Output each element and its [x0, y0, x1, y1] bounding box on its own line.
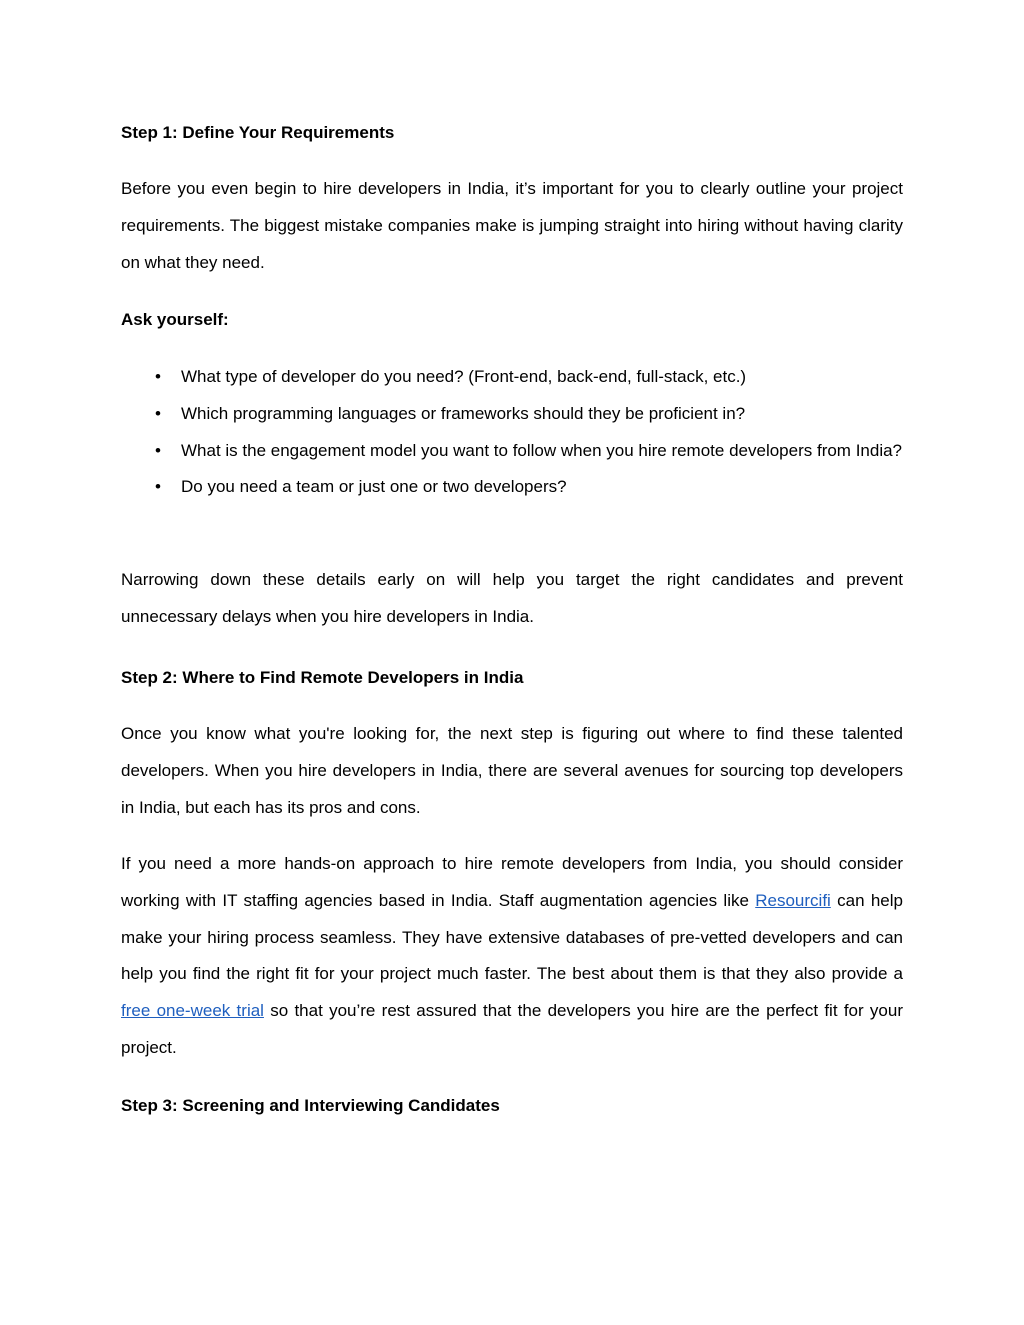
list-item: [121, 396, 903, 433]
free-trial-link[interactable]: free one-week trial: [121, 1001, 264, 1021]
step3-heading: Step 3: Screening and Interviewing Candidates: [121, 1096, 500, 1115]
list-item-text: What type of developer do you need? (Front-end, back-end, full-stack, etc.): [181, 367, 747, 386]
list-item: [121, 433, 903, 470]
step2-heading: Step 2: Where to Find Remote Developers in India: [121, 668, 524, 687]
step2-agencies-paragraph: [121, 846, 903, 1067]
list-item: [121, 359, 903, 396]
bullet-icon: •: [155, 477, 161, 497]
list-item-text: Do you need a team or just one or two developers?: [181, 477, 567, 497]
step1-intro-paragraph: Before you even begin to hire developers in India, it’s important for you to clearly outline your project requirements. The biggest mistake companies make is jumping straight into hiring without having clarity on what they need.: [121, 179, 903, 272]
paragraph-text: so that you’re rest assured that the developers you hire are the perfect fit for your project.: [121, 1001, 904, 1057]
paragraph-text: If you need a more hands-on approach to hire remote developers from India, you should consider working with IT staffing agencies based in India. Staff augmentation agencies like: [121, 854, 903, 910]
bullet-icon: •: [155, 367, 161, 386]
ask-yourself-heading: Ask yourself:: [121, 310, 229, 329]
requirements-question-list: [121, 359, 903, 506]
bullet-icon: •: [155, 440, 161, 460]
step1-heading: Step 1: Define Your Requirements: [121, 123, 395, 142]
list-item-text: What is the engagement model you want to follow when you hire remote developers from India?: [181, 440, 903, 460]
bullet-icon: •: [155, 403, 161, 423]
paragraph-text: can help make your hiring process seamless. They have extensive databases of pre-vetted developers and can help you find the right fit for your project much faster. The best about them is that they also provide a: [121, 890, 903, 984]
step2-sourcing-paragraph: Once you know what you're looking for, the next step is figuring out where to find these talented developers. When you hire developers in India, there are several avenues for sourcing top developers in India, but each has its pros and cons.: [121, 724, 903, 817]
list-item: [121, 469, 903, 506]
step1-closing-paragraph: Narrowing down these details early on will help you target the right candidates and prevent unnecessary delays when you hire developers in India.: [121, 570, 903, 626]
resourcifi-link[interactable]: Resourcifi: [755, 890, 831, 910]
list-item-text: Which programming languages or frameworks should they be proficient in?: [181, 403, 746, 423]
